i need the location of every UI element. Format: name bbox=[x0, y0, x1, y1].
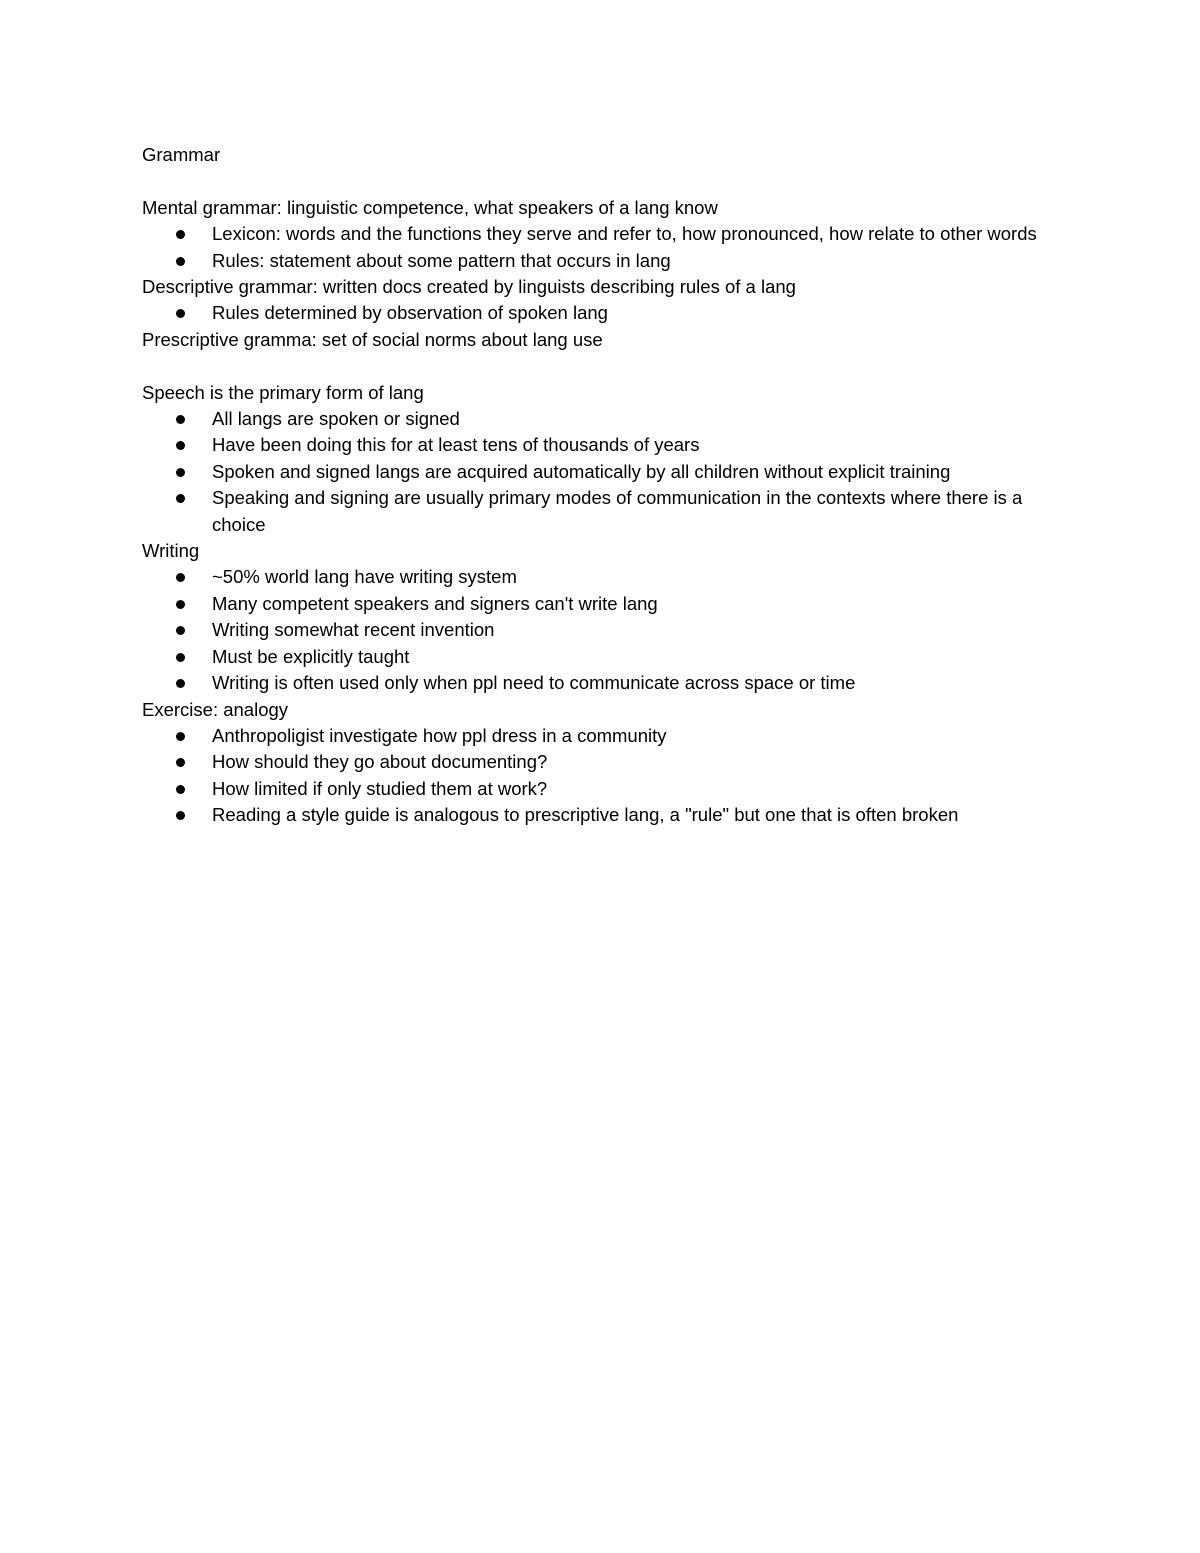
bullet-icon bbox=[176, 257, 185, 266]
section-heading-mental-grammar: Mental grammar: linguistic competence, what speakers of a lang know bbox=[142, 196, 718, 218]
list-item: Spoken and signed langs are acquired automatically by all children without explicit training bbox=[142, 459, 1062, 485]
list-item: All langs are spoken or signed bbox=[142, 406, 1062, 432]
bullet-list bbox=[142, 723, 1062, 829]
bullet-icon bbox=[176, 679, 185, 688]
document-body bbox=[142, 142, 1062, 829]
bullet-icon bbox=[176, 653, 185, 662]
bullet-icon bbox=[176, 600, 185, 609]
bullet-icon bbox=[176, 441, 185, 450]
list-item: Reading a style guide is analogous to prescriptive lang, a "rule" but one that is often broken bbox=[142, 802, 1062, 828]
list-item: Have been doing this for at least tens of thousands of years bbox=[142, 432, 1062, 458]
list-item: Writing somewhat recent invention bbox=[142, 617, 1062, 643]
list-item: Many competent speakers and signers can't write lang bbox=[142, 591, 1062, 617]
list-item: Speaking and signing are usually primary modes of communication in the contexts where there is a choice bbox=[142, 485, 1062, 538]
list-item: Writing is often used only when ppl need to communicate across space or time bbox=[142, 670, 1062, 696]
bullet-icon bbox=[176, 626, 185, 635]
blank-line bbox=[142, 353, 1062, 379]
bullet-icon bbox=[176, 573, 185, 582]
list-item: ~50% world lang have writing system bbox=[142, 564, 1062, 590]
section-heading-prescriptive-grammar: Prescriptive gramma: set of social norms about lang use bbox=[142, 328, 603, 350]
bullet-icon bbox=[176, 785, 185, 794]
list-item: Anthropoligist investigate how ppl dress in a community bbox=[142, 723, 1062, 749]
bullet-icon bbox=[176, 415, 185, 424]
list-item: Lexicon: words and the functions they serve and refer to, how pronounced, how relate to other words bbox=[142, 221, 1062, 247]
bullet-list bbox=[142, 300, 1062, 326]
bullet-icon bbox=[176, 230, 185, 239]
bullet-icon bbox=[176, 811, 185, 820]
bullet-list bbox=[142, 221, 1062, 274]
section-heading-speech: Speech is the primary form of lang bbox=[142, 381, 424, 403]
bullet-icon bbox=[176, 309, 185, 318]
bullet-list bbox=[142, 406, 1062, 538]
bullet-list bbox=[142, 564, 1062, 696]
section-heading-writing: Writing bbox=[142, 540, 200, 562]
bullet-icon bbox=[176, 494, 185, 503]
section-heading-exercise: Exercise: analogy bbox=[142, 698, 289, 720]
bullet-icon bbox=[176, 732, 185, 741]
list-item: How should they go about documenting? bbox=[142, 749, 1062, 775]
document-title: Grammar bbox=[142, 144, 221, 165]
list-item: How limited if only studied them at work? bbox=[142, 776, 1062, 802]
bullet-icon bbox=[176, 758, 185, 767]
bullet-icon bbox=[176, 468, 185, 477]
list-item: Rules determined by observation of spoken lang bbox=[142, 300, 1062, 326]
list-item: Must be explicitly taught bbox=[142, 644, 1062, 670]
section-heading-descriptive-grammar: Descriptive grammar: written docs created by linguists describing rules of a lang bbox=[142, 276, 796, 298]
list-item: Rules: statement about some pattern that occurs in lang bbox=[142, 248, 1062, 274]
